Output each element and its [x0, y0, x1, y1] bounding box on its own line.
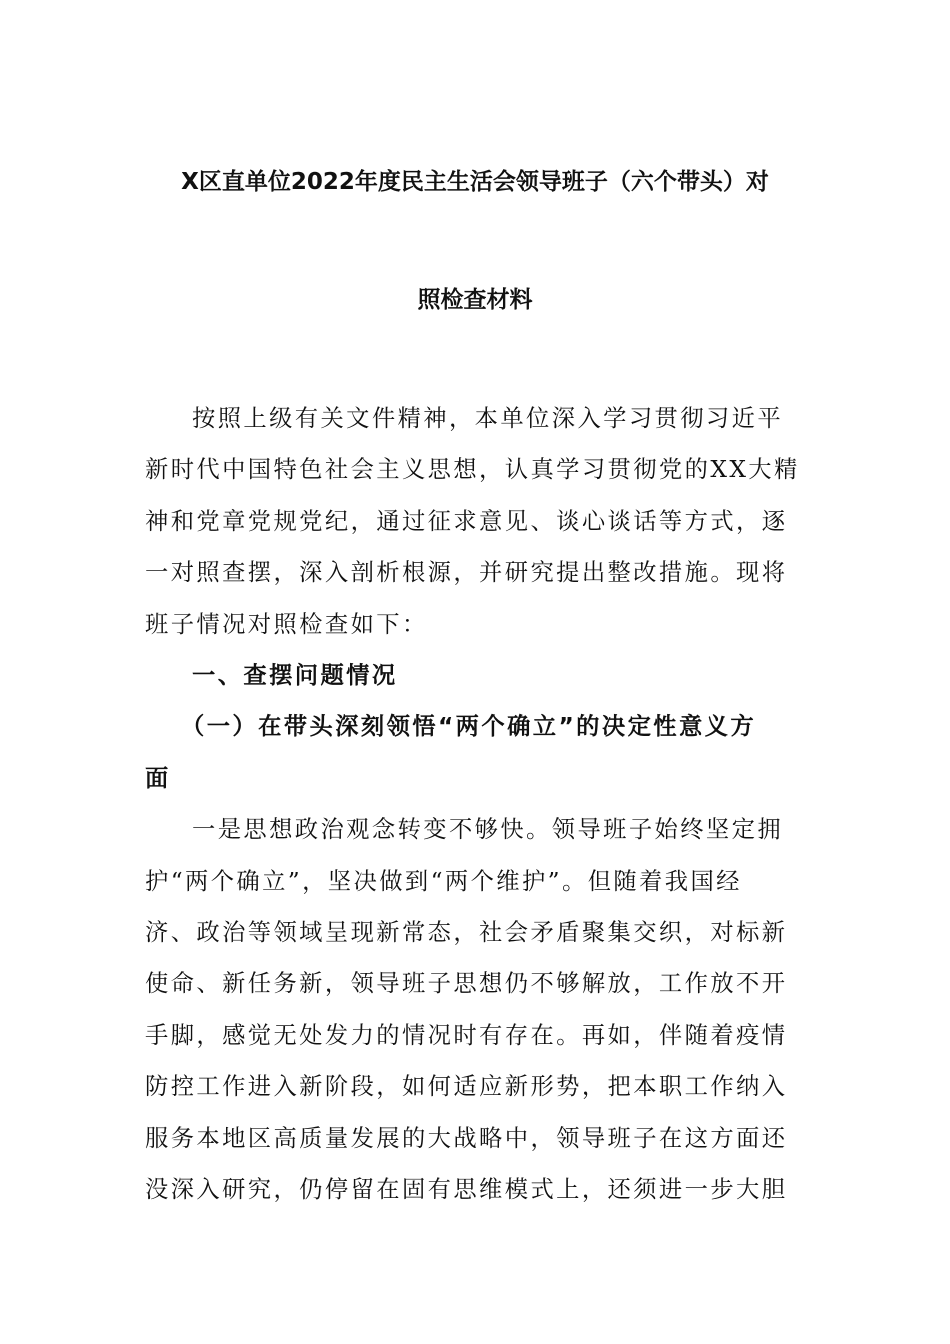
- document-title-line-2: 照检查材料: [417, 287, 533, 313]
- text-line: 班子情况对照检查如下：: [145, 610, 428, 638]
- text-line: 防控工作进入新阶段，如何适应新形势，把本职工作纳入: [145, 1073, 788, 1101]
- subsection-heading: [145, 701, 805, 804]
- text-line: 一是思想政治观念转变不够快。领导班子始终坚定拥: [192, 816, 784, 844]
- text-line: 服务本地区高质量发展的大战略中，领导班子在这方面还: [145, 1124, 788, 1152]
- document-body: [145, 393, 805, 1216]
- subsection-heading-line: 面: [145, 764, 171, 792]
- section-heading-text: 一、查摆问题情况: [192, 662, 398, 690]
- document-title-line-1: X区直单位2022年度民主生活会领导班子（六个带头）对: [181, 169, 769, 195]
- section-heading: [145, 650, 805, 701]
- text-line: 新时代中国特色社会主义思想，认真学习贯彻党的XX大精: [145, 456, 800, 484]
- text-line: 没深入研究，仍停留在固有思维模式上，还须进一步大胆: [145, 1176, 788, 1204]
- point-paragraph: [145, 804, 805, 1215]
- intro-paragraph: [145, 393, 805, 650]
- text-line: 手脚，感觉无处发力的情况时有存在。再如，伴随着疫情: [145, 1021, 788, 1049]
- text-line: 神和党章党规党纪，通过征求意见、谈心谈话等方式，逐: [145, 507, 788, 535]
- text-line: 按照上级有关文件精神，本单位深入学习贯彻习近平: [192, 405, 784, 432]
- text-line: 护“两个确立”，坚决做到“两个维护”。但随着我国经: [145, 867, 742, 895]
- text-line: 使命、新任务新，领导班子思想仍不够解放，工作放不开: [145, 970, 788, 998]
- subsection-heading-line: （一）在带头深刻领悟“两个确立”的决定性意义方: [181, 713, 757, 741]
- text-line: 一对照查摆，深入剖析根源，并研究提出整改措施。现将: [145, 559, 788, 587]
- text-line: 济、政治等领域呈现新常态，社会矛盾聚集交织，对标新: [145, 919, 788, 947]
